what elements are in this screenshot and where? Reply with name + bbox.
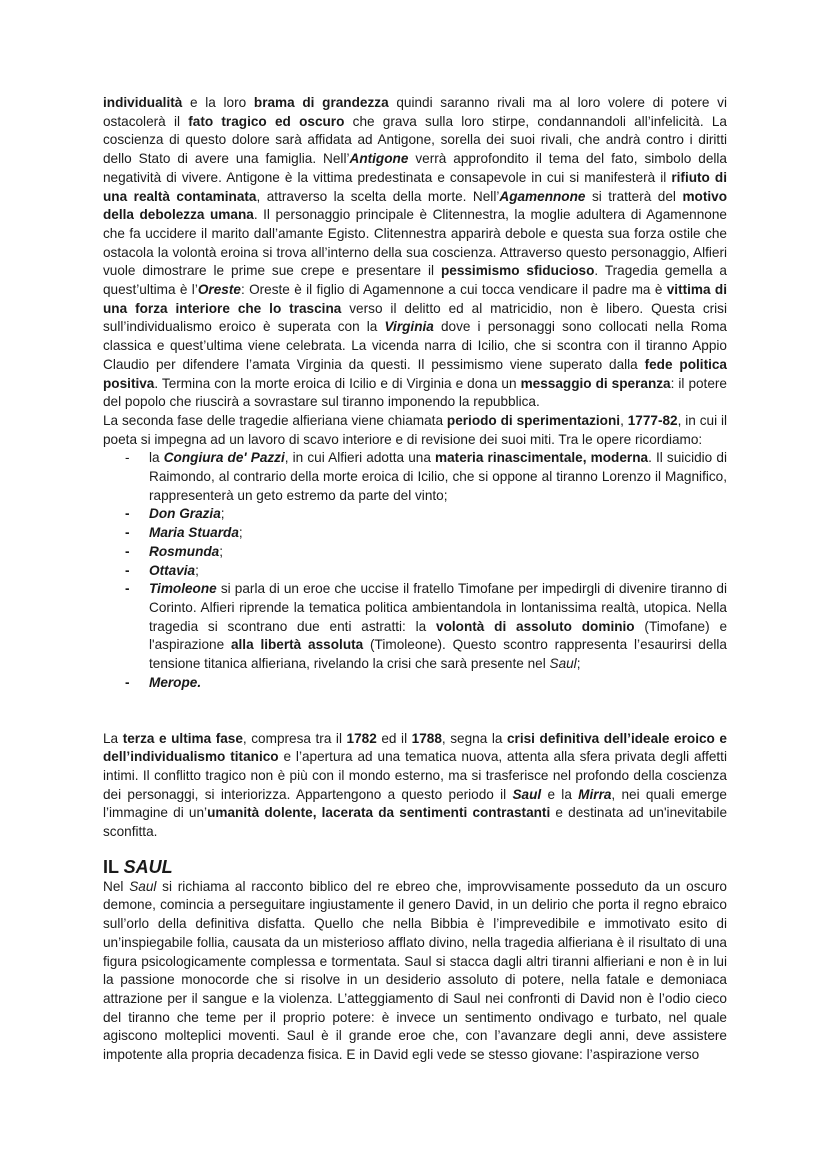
text-run: . Termina con la morte eroica di Icilio e di Virginia e dona un xyxy=(154,375,521,391)
text-run: si parla di un eroe che uccise il fratello Timofane per impedirgli di divenire tiranno di Corinto. Alfieri riprende la tematica politica ambientandola in lontanissima realtà, utopica. Nella tragedia si scontrano due enti astratti: la xyxy=(149,581,727,634)
text-run: dove i personaggi sono collocati nella Roma classica e quest’ultima viene celebrata. La vicenda narra di Icilio, che si scontra con il tiranno Appio Claudio per difendere l’amata Virginia da questi. Il pessimismo viene superato dalla xyxy=(103,319,727,372)
emphasized-text: umanità dolente, lacerata da sentimenti contrastanti xyxy=(207,805,551,821)
text-run: ; xyxy=(576,656,581,672)
emphasized-text: alla libertà assoluta xyxy=(230,637,364,653)
text-run: , xyxy=(620,412,628,428)
list-bullet-dash: - xyxy=(125,506,130,522)
text-run: , in cui il poeta si impegna ad un lavoro di scavo interiore e di revisione dei suoi miti. Tra le opere ricordiamo: xyxy=(103,412,728,447)
text-run: IL xyxy=(103,856,124,877)
emphasized-text: Rosmunda xyxy=(149,543,220,559)
text-run: verso il delitto ed al matricidio, non è libero. Questa crisi sull’individualismo eroico è superata con la xyxy=(103,300,728,335)
spacer xyxy=(103,693,727,730)
emphasized-text: 1777-82 xyxy=(627,412,678,428)
emphasized-text: Timoleone xyxy=(149,581,217,597)
emphasized-text: materia rinascimentale, moderna xyxy=(435,450,649,466)
emphasized-text: rifiuto di una realtà contaminata xyxy=(103,169,727,204)
emphasized-text: Merope. xyxy=(149,674,202,690)
paragraph-third-phase xyxy=(103,730,727,842)
text-run: si richiama al racconto biblico del re ebreo che, improvvisamente posseduto da un oscuro demone, comincia a perseguitare ingiustamente il genero David, in un delirio che porta il regno ebraico sull’orlo della definitiva disfatta. Quello che nella Bibbia è l’imprevedibile e immotivato esito di un’inspiegabile follia, causata da un misterioso afflato divino, nella tragedia alfieriana è il risultato di una figura psicologicamente complessa e tormentata. Saul si stacca dagli altri tiranni alfieriani e non è in lui la passione monocorde che si risolve in un desiderio assoluto di potere, nella fatale e demoniaca attrazione per il sangue e la violenza. L’atteggiamento di Saul nei confronti di David non è l’odio cieco del tiranno che teme per il proprio potere: è invece un sentimento ondivago e turbato, nel quale agiscono molteplici moventi. Saul è il grande eroe che, con l’avanzare degli anni, deve assistere impotente alla propria decadenza fisica. E in David egli vede se stesso giovane: l’aspirazione verso xyxy=(103,878,727,1063)
emphasized-text: Saul xyxy=(129,878,157,894)
text-run: : il potere del popolo che riuscirà a sovrastare sul tiranno imponendo la repubblica. xyxy=(103,375,727,410)
list-item xyxy=(103,449,727,505)
text-run: . Tragedia gemella a quest’ultima è l’ xyxy=(103,263,727,298)
text-run: la xyxy=(149,450,164,466)
emphasized-text: crisi definitiva dell’ideale eroico e dell’individualismo titanico xyxy=(103,730,727,765)
text-run: , compresa tra il xyxy=(242,730,347,746)
emphasized-text: Ottavia xyxy=(149,562,196,578)
emphasized-text: periodo di sperimentazioni xyxy=(446,412,621,428)
text-run: La seconda fase delle tragedie alfieriana viene chiamata xyxy=(103,412,447,428)
text-run: verrà approfondito il tema del fato, simbolo della negatività di vivere. Antigone è la vittima predestinata e consapevole in cui si manifesterà il xyxy=(103,151,727,185)
list-bullet-dash: - xyxy=(125,450,130,466)
emphasized-text: Virginia xyxy=(384,319,434,335)
emphasized-text: brama di grandezza xyxy=(253,95,389,110)
emphasized-text: fato tragico ed oscuro xyxy=(188,113,345,129)
text-run: , in cui Alfieri adotta una xyxy=(284,450,436,466)
document-page xyxy=(103,94,727,1065)
text-run: ; xyxy=(195,562,199,578)
list-bullet-dash: - xyxy=(125,562,130,578)
emphasized-text: Don Grazia xyxy=(149,506,221,522)
emphasized-text: Maria Stuarda xyxy=(149,525,239,541)
text-run: ; xyxy=(220,506,225,522)
emphasized-text: messaggio di speranza xyxy=(520,375,671,391)
text-run: ed il xyxy=(376,730,412,746)
list-item xyxy=(103,580,727,674)
section-heading-saul xyxy=(103,856,727,878)
emphasized-text: 1782 xyxy=(346,730,377,746)
emphasized-text: SAUL xyxy=(123,856,173,877)
emphasized-text: Saul xyxy=(512,786,542,802)
paragraph-tragedies-first-phase xyxy=(103,94,727,412)
text-run: quindi saranno rivali ma al loro volere di potere vi ostacolerà il xyxy=(103,95,727,129)
text-run: La xyxy=(103,730,123,746)
text-run: che grava sulla loro stirpe, condannandoli all’infelicità. La coscienza di questo dolore sarà affidata ad Antigone, sorella dei suoi rivali, che andrà contro i diritti dello Stato di avere una famiglia. Nell’ xyxy=(103,113,727,167)
text-run: , attraverso la scelta della morte. Nell’ xyxy=(256,188,500,204)
emphasized-text: Mirra xyxy=(578,786,612,802)
emphasized-text: volontà di assoluto dominio xyxy=(436,618,635,634)
emphasized-text: Oreste xyxy=(197,282,241,298)
text-run: (Timoleone). Questo scontro rappresenta l’esaurirsi della tensione titanica alfieriana, rivelando la crisi che sarà presente nel xyxy=(149,637,727,672)
text-run: Nel xyxy=(103,878,130,894)
text-run: e la loro xyxy=(182,95,254,110)
list-bullet-dash: - xyxy=(125,525,130,541)
paragraph-saul xyxy=(103,878,727,1065)
text-run: . Il personaggio principale è Clitennestra, la moglie adultera di Agamennone che fa uccidere il marito dall’amante Egisto. Clitennestra apparirà debole e questa sua forza ostile che ostacola la volontà eroina si trova all’interno della sua coscienza. Attraverso questo personaggio, Alfieri vuole dimostrare le prime sue crepe e presentare il xyxy=(103,207,727,279)
emphasized-text: Saul xyxy=(549,656,577,672)
text-run: e la xyxy=(541,786,579,802)
text-run: ; xyxy=(238,525,243,541)
list-bullet-dash: - xyxy=(125,581,130,597)
emphasized-text: pessimismo sfiducioso xyxy=(440,263,595,279)
list-item xyxy=(103,505,727,524)
emphasized-text: individualità xyxy=(103,95,183,110)
text-run: , segna la xyxy=(441,730,507,746)
list-bullet-dash: - xyxy=(125,674,130,690)
list-bullet-dash: - xyxy=(125,543,130,559)
emphasized-text: vittima di una forza interiore che lo trascina xyxy=(103,282,728,316)
emphasized-text: Congiura de' Pazzi xyxy=(163,450,285,466)
text-run: e destinata ad un'inevitabile sconfitta. xyxy=(103,805,727,840)
works-list xyxy=(103,449,727,692)
list-item xyxy=(103,674,727,693)
emphasized-text: fede politica positiva xyxy=(103,356,727,391)
paragraph-second-phase xyxy=(103,412,727,449)
text-run: e l’apertura ad una tematica nuova, attenta alla sfera privata degli affetti intimi. Il conflitto tragico non è più con il mondo esterno, ma si trasferisce nel profondo della coscienza dei personaggi, si interiorizza. Appartengono a questo periodo il xyxy=(103,749,727,802)
text-run: , nei quali emerge l’immagine di un’ xyxy=(103,786,727,821)
emphasized-text: Antigone xyxy=(349,151,409,167)
list-item xyxy=(103,543,727,562)
text-run: (Timofane) e l'aspirazione xyxy=(149,618,728,653)
emphasized-text: motivo della debolezza umana xyxy=(103,188,727,223)
emphasized-text: Agamennone xyxy=(499,188,586,204)
text-run: si tratterà del xyxy=(585,188,683,204)
text-run: . Il suicidio di Raimondo, al contrario della morte eroica di Icilio, che si oppone al tiranno Lorenzo il Magnifico, rappresenterà un geto estremo da parte del vinto; xyxy=(149,450,727,503)
list-item xyxy=(103,562,727,581)
emphasized-text: terza e ultima fase xyxy=(122,730,243,746)
text-run: ; xyxy=(219,543,224,559)
emphasized-text: 1788 xyxy=(411,730,442,746)
text-run: : Oreste è il figlio di Agamennone a cui tocca vendicare il padre ma è xyxy=(240,282,667,298)
list-item xyxy=(103,524,727,543)
